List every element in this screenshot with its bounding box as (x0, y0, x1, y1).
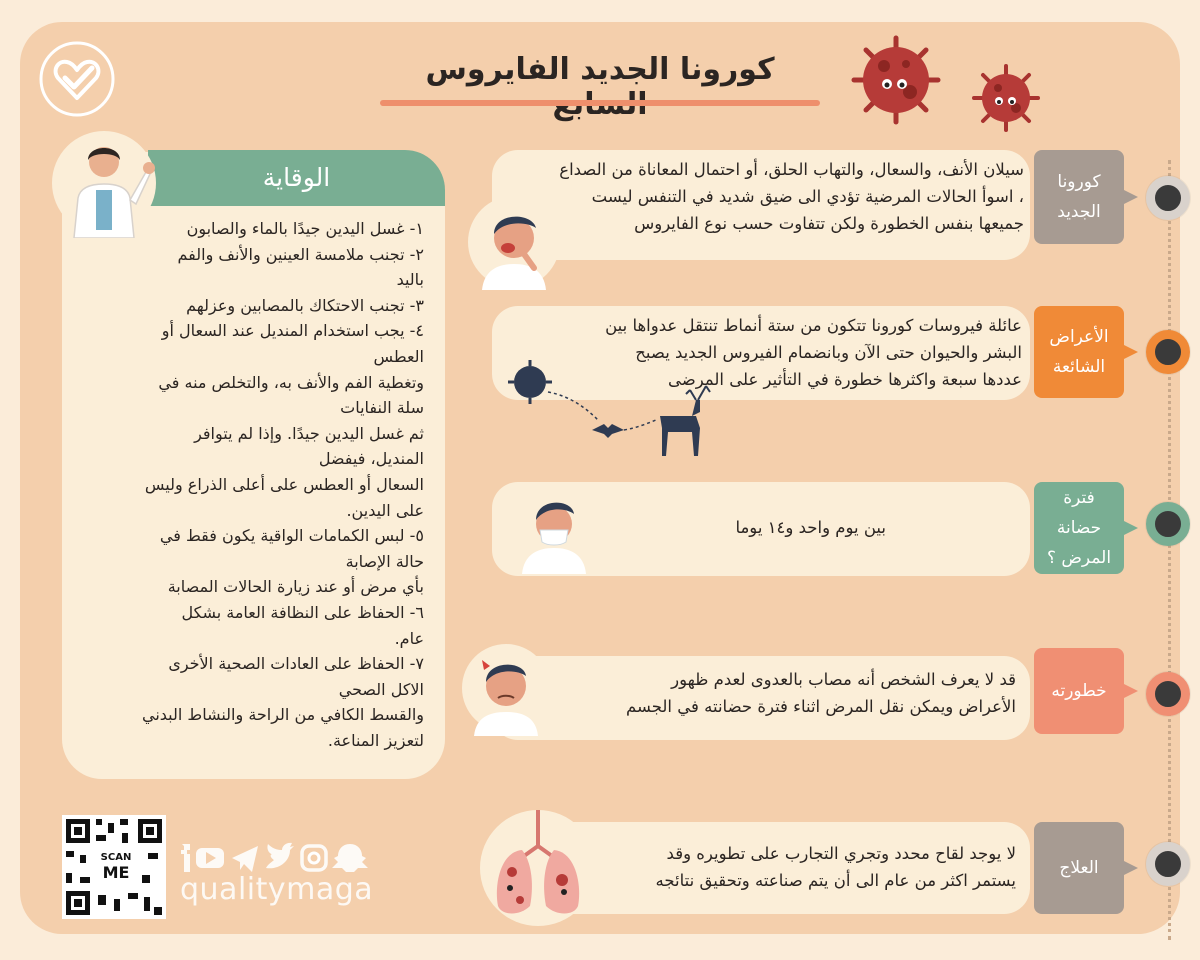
brand-name[interactable]: qualitymaga (180, 872, 374, 907)
quality-logo-icon (38, 40, 116, 118)
section-line: عائلة فيروسات كورونا تتكون من ستة أنماط تنتقل عدواها بين (605, 316, 1022, 335)
prevention-item: ٧- الحفاظ على العادات الصحية الأخرى (168, 654, 424, 674)
section-text (548, 150, 1026, 260)
prevention-item: ٥- لبس الكمامات الواقية يكون فقط في (159, 526, 424, 546)
facebook-icon (181, 844, 190, 872)
section-tag: فترة حضانة المرض ؟ (1034, 482, 1124, 574)
prevention-item: لتعزيز المناعة. (327, 730, 424, 750)
virus-icon (968, 60, 1044, 136)
prevention-item: المنديل، فيفضل (318, 449, 424, 469)
qr-label (94, 852, 138, 882)
timeline-node (1146, 502, 1190, 546)
section-text (600, 514, 886, 544)
prevention-item: على اليدين. (346, 500, 424, 520)
section-line: لا يوجد لقاح محدد وتجري التجارب على تطويره وقد (666, 844, 1016, 863)
virus-icon (846, 30, 946, 130)
section-line: البشر والحيوان حتى الآن وبانضمام الفيروس الجديد يصبح (635, 343, 1022, 362)
prevention-item: عام. (394, 628, 424, 648)
timeline-node (1146, 176, 1190, 220)
section-line: ، اسوأ الحالات المرضية تؤدي الى ضيق شديد في التنفس ليست (591, 187, 1024, 206)
prevention-list (66, 216, 424, 753)
section-line: يستمر اكثر من عام الى أن يتم صناعته وتحقيق نتائجه (655, 871, 1016, 890)
prevention-heading: الوقاية (148, 150, 445, 206)
worried-man-icon (460, 640, 552, 736)
prevention-item: العطس (373, 346, 424, 366)
section-text (554, 666, 1020, 732)
animal-transmission-icon (500, 356, 720, 466)
prevention-item: سلة النفايات (340, 398, 424, 418)
prevention-item: حالة الإصابة (345, 551, 424, 571)
prevention-item: ٦- الحفاظ على النظافة العامة بشكل (181, 602, 424, 622)
prevention-item: السعال أو العطس على أعلى الذراع وليس (144, 474, 424, 494)
timeline-node (1146, 672, 1190, 716)
telegram-icon (232, 846, 258, 872)
section-tag: العلاج (1034, 822, 1124, 914)
prevention-item: ثم غسل اليدين جيدًا. وإذا لم يتوافر (194, 423, 424, 443)
page-title: كورونا الجديد الفايروس (425, 52, 775, 87)
prevention-item: ٤- يجب استخدام المنديل عند السعال أو (161, 321, 424, 341)
section-line: الأعراض ويمكن نقل المرض اثناء فترة حضانته في الجسم (626, 697, 1016, 716)
prevention-item: الاكل الصحي (338, 679, 424, 699)
prevention-item: ٢- تجنب ملامسة العينين والأنف والفم (177, 244, 424, 264)
twitter-icon (266, 843, 294, 868)
timeline-line (1168, 160, 1171, 940)
section-line: عددها سبعة واكثرها خطورة في التأثير على المرضى (667, 370, 1022, 389)
section-line: جميعها بنفس الخطورة ولكن تتفاوت حسب نوع الفايروس (634, 214, 1024, 233)
qr-label-me: ME (102, 863, 130, 882)
prevention-item: باليد (396, 270, 424, 290)
prevention-item: ١- غسل اليدين جيدًا بالماء والصابون (186, 219, 424, 238)
title-underline (380, 100, 820, 106)
section-line: قد لا يعرف الشخص أنه مصاب بالعدوى لعدم ظهور (671, 670, 1016, 689)
section-line: سيلان الأنف، والسعال، والتهاب الحلق، أو احتمال المعاناة من الصداع (559, 160, 1024, 179)
masked-man-icon (518, 484, 590, 574)
section-line: بين يوم واحد و١٤ يوما (735, 518, 886, 537)
qr-label-scan: SCAN (100, 852, 132, 863)
prevention-item: وتغطية الفم والأنف به، والتخلص منه في (158, 372, 424, 392)
lungs-icon (476, 806, 600, 926)
timeline-node (1146, 842, 1190, 886)
section-text (594, 840, 1020, 900)
prevention-item: ٣- تجنب الاحتكاك بالمصابين وعزلهم (186, 295, 424, 315)
timeline-node (1146, 330, 1190, 374)
prevention-item: والقسط الكافي من الراحة والنشاط البدني (141, 705, 424, 725)
snapchat-icon (332, 844, 368, 872)
section-tag: الأعراض الشائعة (1034, 306, 1124, 398)
section-tag: كورونا الجديد (1034, 150, 1124, 244)
section-tag: خطورته (1034, 648, 1124, 734)
prevention-item: بأي مرض أو عند زيارة الحالات المصابة (167, 577, 424, 597)
instagram-icon (302, 846, 326, 870)
